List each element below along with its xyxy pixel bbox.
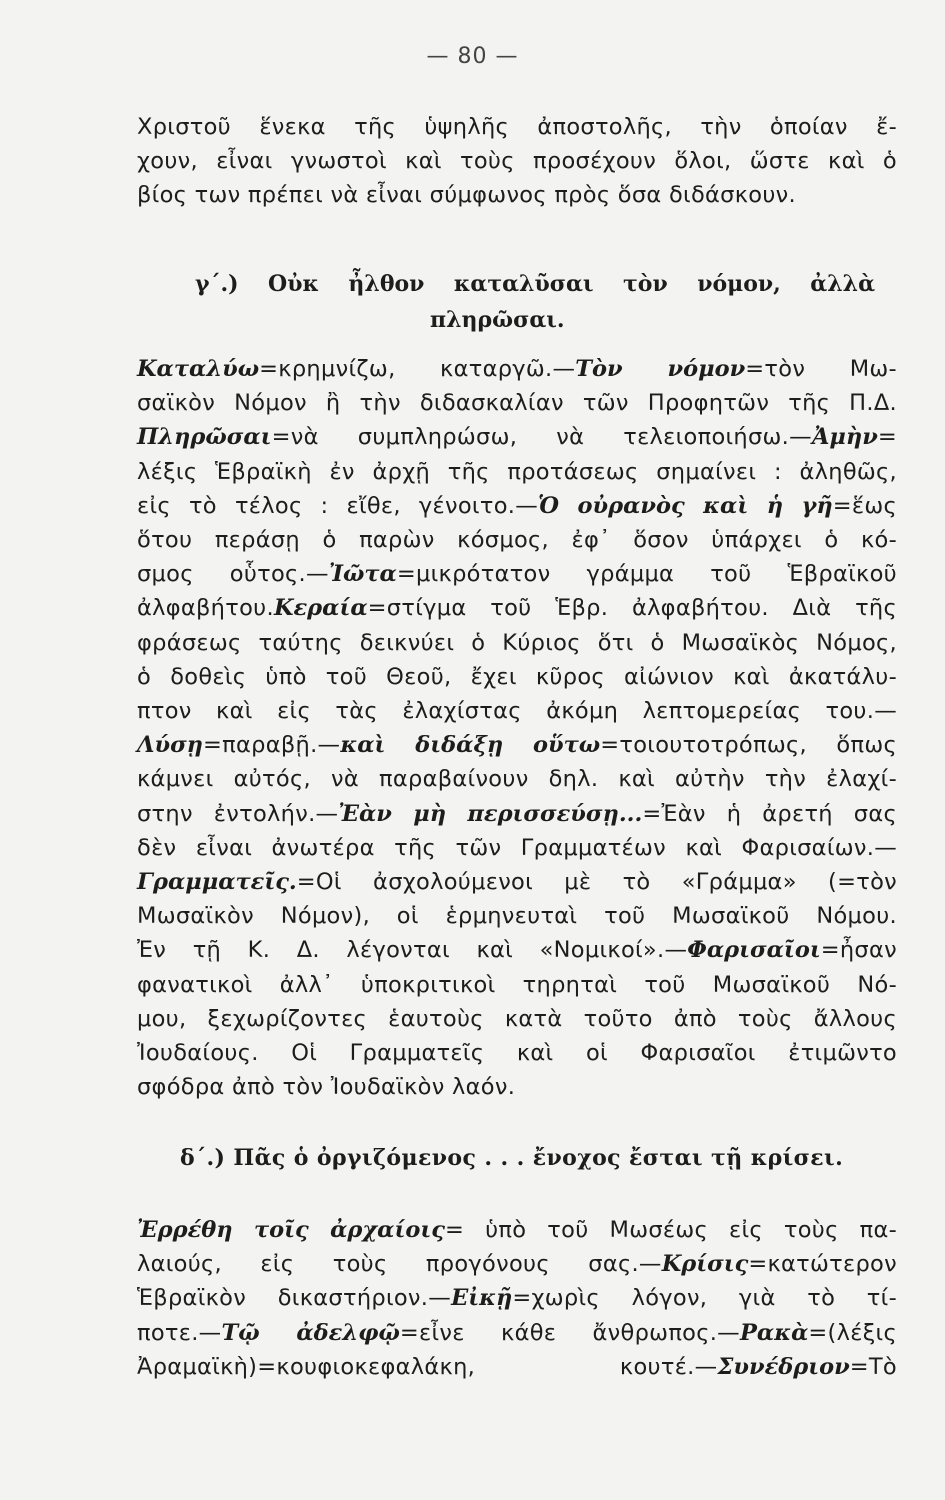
glossary-text: =(λέξις xyxy=(808,1319,897,1346)
glossary-term: Καταλύω xyxy=(137,356,260,382)
glossary-text: ἀλφαβήτου. xyxy=(137,595,274,622)
text-line xyxy=(137,1281,897,1315)
glossary-text: =ἕως xyxy=(832,492,898,519)
glossary-term: Κεραία xyxy=(273,595,368,622)
text-line: πτον καὶ εἰς τὰς ἐλαχίστας ἀκόμη λεπτομερείας του.— xyxy=(137,698,897,725)
glossary-term: Ὁ οὐρανὸς καὶ ἡ γῆ xyxy=(538,492,833,519)
glossary-text: =στίγμα τοῦ Ἑβρ. ἀλφαβήτου. Διὰ τῆς xyxy=(367,595,897,622)
text-line xyxy=(137,489,897,523)
text-line: ὁ δοθεὶς ὑπὸ τοῦ Θεοῦ, ἔχει κῦρος αἰώνιον καὶ ἀκατάλυ- xyxy=(137,663,897,690)
text-line: Μωσαϊκὸν Νόμον), οἱ ἑρμηνευταὶ τοῦ Μωσαϊκοῦ Νόμου. xyxy=(137,903,897,930)
glossary-term: Ἐρρέθη τοῖς ἀρχαίοις xyxy=(137,1217,445,1243)
text-line: ὅτου περάσῃ ὁ παρὼν κόσμος, ἐφ᾽ ὅσον ὑπάρχει ὁ κό- xyxy=(137,527,897,554)
glossary-text: =Τὸ xyxy=(849,1353,897,1380)
glossary-term: Γραμματεῖς. xyxy=(137,869,297,896)
glossary-text: Ἀραμαϊκὴ)=κουφιοκεφαλάκη, κουτέ.— xyxy=(137,1353,718,1380)
glossary-term: Ρακὰ xyxy=(739,1319,809,1346)
glossary-text: =τὸν Μω- xyxy=(745,356,897,382)
glossary-term: Συνέδριον xyxy=(717,1353,850,1380)
glossary-text: στην ἐντολήν.— xyxy=(137,800,339,827)
glossary-text: =νὰ συμπληρώσω, νὰ τελειοποιήσω.— xyxy=(271,424,812,451)
text-line: μου, ξεχωρίζοντες ἑαυτοὺς κατὰ τοῦτο ἀπὸ τοὺς ἄλλους xyxy=(137,1005,897,1032)
glossary-term: Πληρῶσαι xyxy=(137,424,272,451)
text-line xyxy=(137,933,897,967)
section-heading-gamma xyxy=(195,266,875,338)
text-line xyxy=(137,1350,897,1384)
text-line: σαϊκὸν Νόμον ἢ τὴν διδασκαλίαν τῶν Προφητῶν τῆς Π.Δ. xyxy=(137,390,897,417)
glossary-text: Ἑβραϊκὸν δικαστήριον.— xyxy=(137,1285,452,1312)
glossary-text: =μικρότατον γράμμα τοῦ Ἑβραϊκοῦ xyxy=(396,561,897,588)
text-line: φράσεως ταύτης δεικνύει ὁ Κύριος ὅτι ὁ Μωσαϊκὸς Νόμος, xyxy=(137,629,897,656)
text-line xyxy=(137,591,897,625)
text-line: φανατικοὶ ἀλλ᾽ ὑποκριτικοὶ τηρηταὶ τοῦ Μωσαϊκοῦ Νό- xyxy=(137,971,897,998)
text-line: σφόδρα ἀπὸ τὸν Ἰουδαϊκὸν λαόν. xyxy=(137,1074,516,1101)
glossary-text: =εἶνε κάθε ἄνθρωπος.— xyxy=(399,1319,740,1346)
glossary-term: Εἰκῇ xyxy=(451,1285,513,1312)
text-line xyxy=(137,797,897,831)
text-line: βίος των πρέπει νὰ εἶναι σύμφωνος πρὸς ὅσα διδάσκουν. xyxy=(137,182,796,209)
glossary-term: Ἀμὴν xyxy=(811,424,878,451)
glossary-term: Τῷ ἀδελφῷ xyxy=(221,1319,400,1346)
text-line: δὲν εἶναι ἀνωτέρα τῆς τῶν Γραμματέων καὶ Φαρισαίων.— xyxy=(137,834,897,861)
text-line xyxy=(137,1247,897,1281)
text-line: χουν, εἶναι γνωστοὶ καὶ τοὺς προσέχουν ὅλοι, ὥστε καὶ ὁ xyxy=(137,148,897,175)
glossary-term: καὶ διδάξῃ οὕτω xyxy=(340,732,601,759)
glossary-text: =τοιουτοτρόπως, ὅπως xyxy=(600,732,897,759)
glossary-text: λαιούς, εἰς τοὺς προγόνους σας.— xyxy=(137,1251,662,1278)
glossary-text: εἰς τὸ τέλος : εἴθε, γένοιτο.— xyxy=(137,492,539,519)
glossary-text: = ὑπὸ τοῦ Μωσέως εἰς τοὺς πα- xyxy=(444,1217,897,1243)
glossary-text: =χωρὶς λόγον, γιὰ τὸ τί- xyxy=(512,1285,897,1312)
glossary-text: =ἦσαν xyxy=(820,937,897,964)
text-line xyxy=(137,1316,897,1350)
glossary-text: Ἐν τῇ Κ. Δ. λέγονται καὶ «Νομικοί».— xyxy=(137,937,688,964)
heading-line: γ΄.) Οὐκ ἦλθον καταλῦσαι τὸν νόμον, ἀλλὰ xyxy=(195,271,875,297)
text-line: λέξις Ἑβραϊκὴ ἐν ἀρχῇ τῆς προτάσεως σημαίνει : ἀληθῶς, xyxy=(137,458,897,485)
glossary-text: =κρημνίζω, καταργῶ.— xyxy=(259,356,576,382)
text-line: Χριστοῦ ἕνεκα τῆς ὑψηλῆς ἀποστολῆς, τὴν ὁποίαν ἔ- xyxy=(137,114,897,140)
glossary-text: =Ἐὰν ἡ ἀρετή σας xyxy=(642,800,898,827)
glossary-text: =Οἱ ἀσχολούμενοι μὲ τὸ «Γράμμα» (=τὸν xyxy=(296,869,897,896)
glossary-term: Τὸν νόμον xyxy=(575,356,746,382)
glossary-term: Κρίσις xyxy=(661,1251,749,1278)
section-heading-delta: δ΄.) Πᾶς ὁ ὀργιζόμενος . . . ἔνοχος ἔσται τῇ κρίσει. xyxy=(180,1145,844,1171)
text-line xyxy=(137,420,897,454)
glossary-text: =παραβῇ.— xyxy=(203,732,341,759)
heading-line: πληρῶσαι. xyxy=(430,307,565,333)
glossary-text: ποτε.— xyxy=(137,1319,222,1346)
text-line: Ἰουδαίους. Οἱ Γραμματεῖς καὶ οἱ Φαρισαῖοι ἐτιμῶντο xyxy=(137,1040,897,1067)
glossary-term: Λύσῃ xyxy=(137,732,204,759)
text-line xyxy=(137,352,897,386)
paragraph-glossary-delta xyxy=(137,1213,897,1384)
glossary-text: =κατώτερον xyxy=(748,1251,897,1278)
text-line: κάμνει αὐτός, νὰ παραβαίνουν δηλ. καὶ αὐτὴν τὴν ἐλαχί- xyxy=(137,766,897,793)
paragraph-intro xyxy=(137,110,897,213)
paragraph-glossary-gamma xyxy=(137,352,897,1104)
glossary-term: Φαρισαῖοι xyxy=(687,937,821,964)
text-line xyxy=(137,728,897,762)
text-line xyxy=(137,865,897,899)
glossary-term: Ἐὰν μὴ περισσεύσῃ... xyxy=(338,800,643,827)
glossary-term: Ἰῶτα xyxy=(328,561,397,588)
glossary-text: σμος οὗτος.— xyxy=(137,561,329,588)
text-line xyxy=(137,1213,897,1247)
text-line xyxy=(137,557,897,591)
glossary-text: = xyxy=(877,424,897,451)
page-number: — 80 — xyxy=(426,44,519,69)
